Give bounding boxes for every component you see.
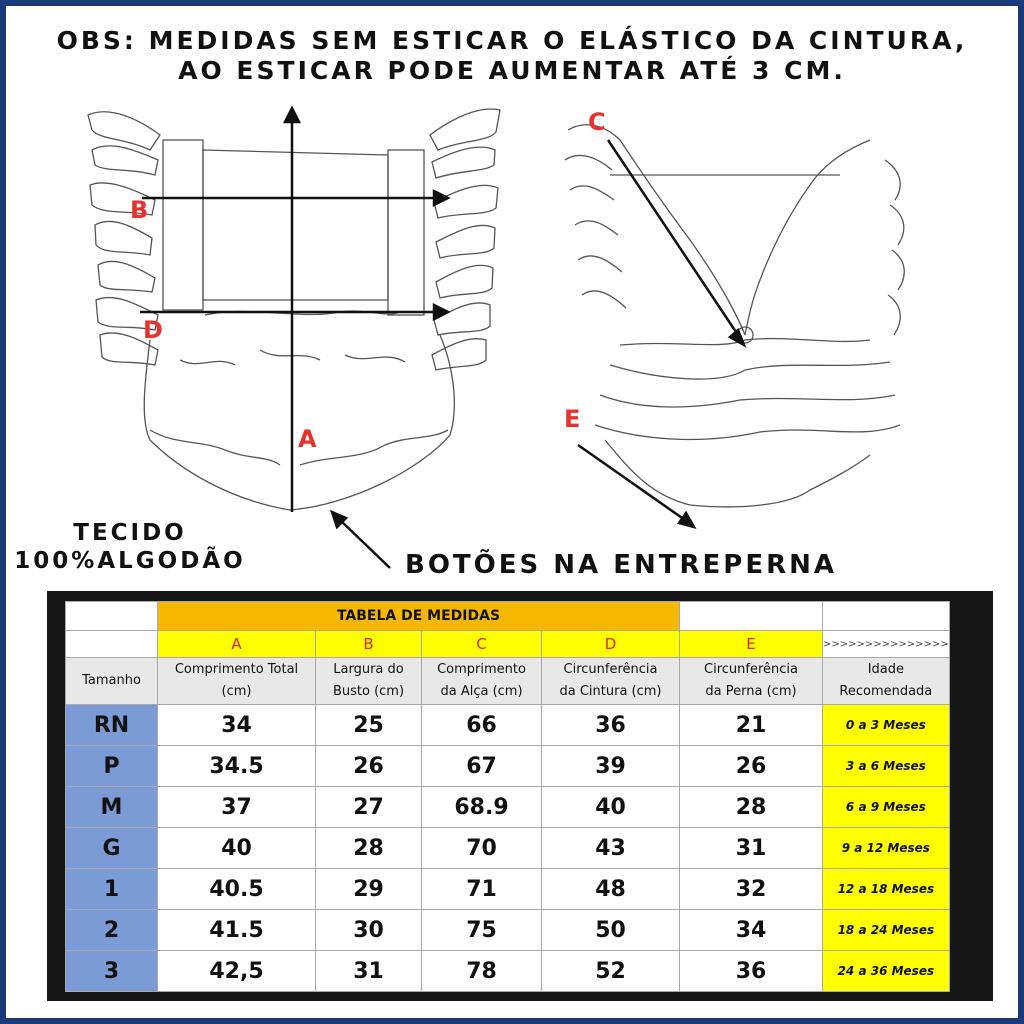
label-b: B [130, 196, 149, 224]
value-d: 52 [542, 951, 680, 992]
letter-a: A [158, 631, 316, 658]
table-row [66, 746, 950, 787]
value-d: 50 [542, 910, 680, 951]
value-c: 68.9 [422, 787, 542, 828]
size-cell: 3 [66, 951, 158, 992]
arrows-cell: >>>>>>>>>>>>>>> [823, 631, 950, 658]
letter-d: D [542, 631, 680, 658]
value-e: 31 [680, 828, 823, 869]
value-e: 36 [680, 951, 823, 992]
value-d: 36 [542, 705, 680, 746]
value-b: 26 [316, 746, 422, 787]
age-cell: 24 a 36 Meses [823, 951, 950, 992]
label-d: D [143, 316, 163, 344]
header-leg: Circunferência da Perna (cm) [680, 658, 823, 705]
label-e: E [564, 405, 581, 433]
value-a: 40.5 [158, 869, 316, 910]
fabric-line-1: TECIDO [73, 520, 187, 546]
table-row [66, 705, 950, 746]
size-cell: P [66, 746, 158, 787]
fabric-line-2: 100%ALGODÃO [14, 548, 246, 574]
header-bust-width: Largura do Busto (cm) [316, 658, 422, 705]
value-d: 48 [542, 869, 680, 910]
table-header-row [66, 658, 950, 705]
header-size: Tamanho [66, 658, 158, 705]
size-cell: 1 [66, 869, 158, 910]
value-c: 67 [422, 746, 542, 787]
value-c: 78 [422, 951, 542, 992]
table-corner [66, 602, 158, 631]
letter-c: C [422, 631, 542, 658]
table-title-blank [680, 602, 823, 631]
value-d: 43 [542, 828, 680, 869]
age-cell: 12 a 18 Meses [823, 869, 950, 910]
header-total-length: Comprimento Total (cm) [158, 658, 316, 705]
value-e: 34 [680, 910, 823, 951]
value-a: 37 [158, 787, 316, 828]
value-c: 75 [422, 910, 542, 951]
age-cell: 3 a 6 Meses [823, 746, 950, 787]
notice-line-2: AO ESTICAR PODE AUMENTAR ATÉ 3 CM. [178, 56, 846, 85]
value-e: 32 [680, 869, 823, 910]
value-b: 29 [316, 869, 422, 910]
value-e: 21 [680, 705, 823, 746]
value-a: 34.5 [158, 746, 316, 787]
age-cell: 18 a 24 Meses [823, 910, 950, 951]
table-title-row [66, 602, 950, 631]
header-strap-length: Comprimento da Alça (cm) [422, 658, 542, 705]
age-cell: 0 a 3 Meses [823, 705, 950, 746]
back-measure-lines [578, 140, 744, 527]
size-cell: 2 [66, 910, 158, 951]
value-b: 27 [316, 787, 422, 828]
label-a: A [298, 425, 317, 453]
table-row [66, 910, 950, 951]
table-title-blank-2 [823, 602, 950, 631]
value-e: 26 [680, 746, 823, 787]
value-c: 71 [422, 869, 542, 910]
value-a: 41.5 [158, 910, 316, 951]
size-cell: G [66, 828, 158, 869]
value-b: 25 [316, 705, 422, 746]
value-c: 66 [422, 705, 542, 746]
size-table [65, 601, 950, 992]
value-e: 28 [680, 787, 823, 828]
buttons-note: BOTÕES NA ENTREPERNA [405, 550, 837, 580]
value-a: 34 [158, 705, 316, 746]
size-cell: RN [66, 705, 158, 746]
size-cell: M [66, 787, 158, 828]
table-row [66, 869, 950, 910]
size-table-panel [47, 591, 993, 1001]
header-age: Idade Recomendada [823, 658, 950, 705]
letter-b: B [316, 631, 422, 658]
label-c: C [588, 108, 606, 136]
value-d: 40 [542, 787, 680, 828]
letter-e: E [680, 631, 823, 658]
value-c: 70 [422, 828, 542, 869]
value-b: 30 [316, 910, 422, 951]
table-letter-corner [66, 631, 158, 658]
value-a: 42,5 [158, 951, 316, 992]
table-row [66, 951, 950, 992]
table-row [66, 828, 950, 869]
back-view-sketch [565, 125, 904, 507]
front-measure-lines [140, 108, 448, 568]
value-b: 28 [316, 828, 422, 869]
age-cell: 6 a 9 Meses [823, 787, 950, 828]
notice-line-1: OBS: MEDIDAS SEM ESTICAR O ELÁSTICO DA CINTURA, [56, 26, 968, 55]
table-title: TABELA DE MEDIDAS [158, 602, 680, 631]
value-d: 39 [542, 746, 680, 787]
table-letter-row [66, 631, 950, 658]
age-cell: 9 a 12 Meses [823, 828, 950, 869]
table-row [66, 787, 950, 828]
header-waist: Circunferência da Cintura (cm) [542, 658, 680, 705]
value-b: 31 [316, 951, 422, 992]
value-a: 40 [158, 828, 316, 869]
